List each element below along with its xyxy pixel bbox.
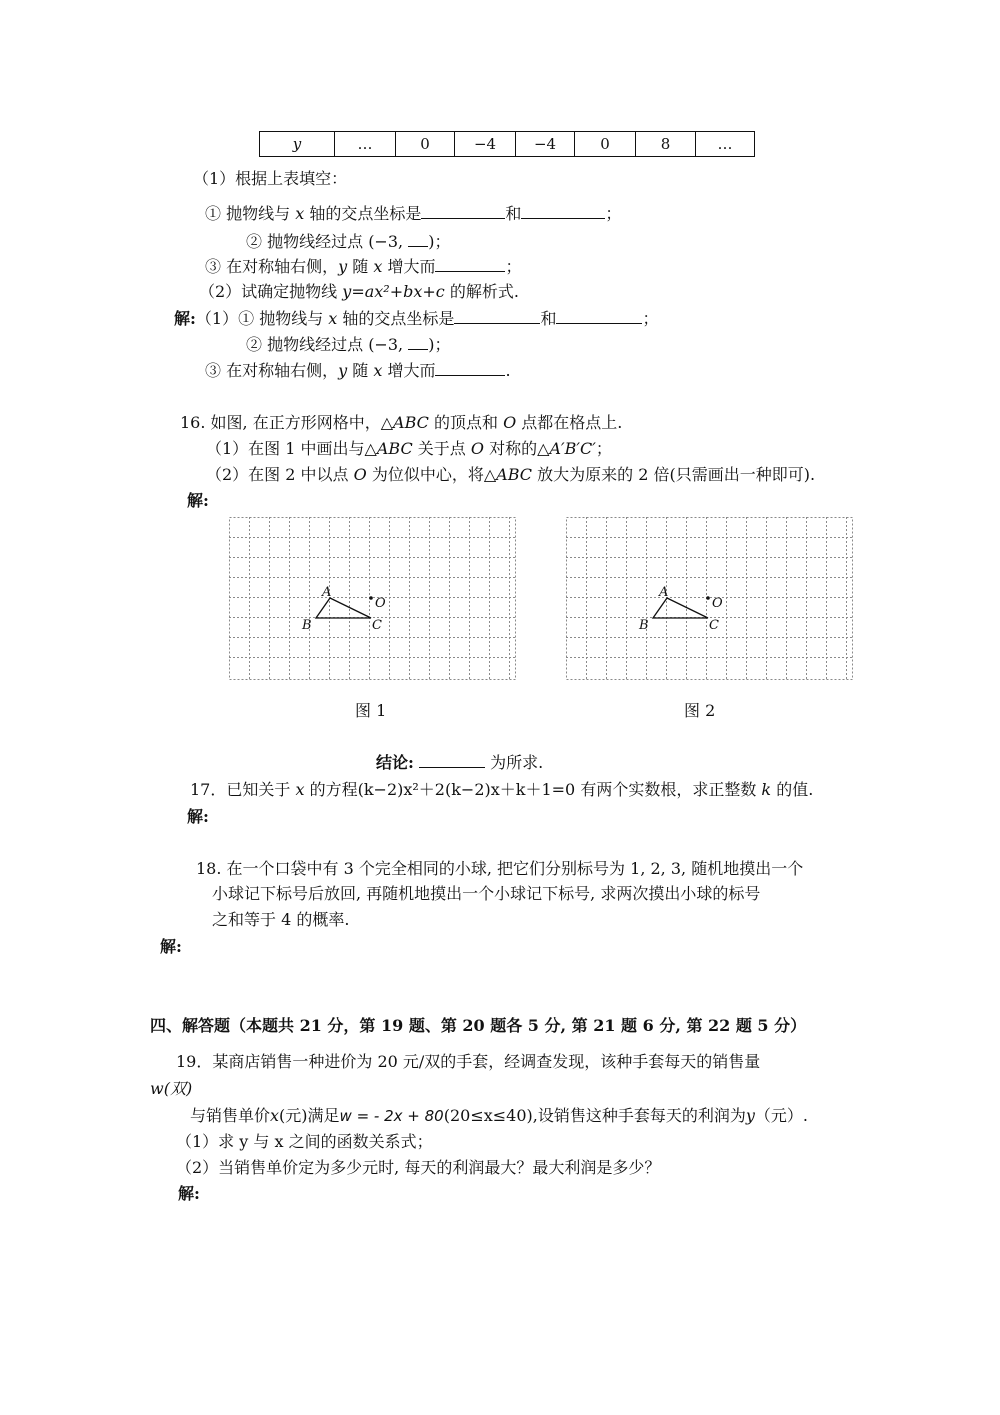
q19-line2: w(双) — [150, 1079, 193, 1098]
answer-blank[interactable] — [419, 753, 485, 768]
q19-answer-label: 解: — [178, 1184, 200, 1203]
q15-part1-title: （1）根据上表填空： — [193, 169, 348, 188]
q15-part2: （2）试确定抛物线 y=ax²+bx+c 的解析式. — [199, 282, 519, 301]
q15-item3: ③ 在对称轴右侧，y 随 x 增大而 ； — [205, 257, 522, 276]
table-cell: 8 — [636, 132, 696, 157]
q19-formula: w = - 2x + 80 — [339, 1107, 444, 1125]
label-a: A — [659, 585, 669, 600]
table-cell: −4 — [516, 132, 575, 157]
point-o — [706, 596, 710, 600]
q16-conclusion: 结论: 为所求. — [376, 753, 544, 772]
answer-blank[interactable] — [421, 204, 505, 219]
figure-2-caption: 图 2 — [684, 701, 716, 720]
q16-stem: 16. 如图, 在正方形网格中，△ABC 的顶点和 O 点都在格点上. — [180, 413, 623, 432]
triangle-abc — [316, 598, 371, 618]
figure-1-caption: 图 1 — [355, 701, 387, 720]
answer-blank[interactable] — [556, 309, 642, 324]
q15-item2: ② 抛物线经过点 (−3, )； — [246, 232, 451, 251]
grid-1 — [229, 517, 517, 681]
table-cell: 0 — [396, 132, 455, 157]
label-o: O — [712, 596, 723, 611]
label-b: B — [302, 618, 312, 633]
q18-answer-label: 解: — [160, 937, 182, 956]
label-a: A — [322, 585, 332, 600]
q19-part1: （1）求 y 与 x 之间的函数关系式； — [176, 1132, 433, 1151]
q15-item1: ① 抛物线与 x 轴的交点坐标是 和 ； — [205, 204, 622, 223]
label-o: O — [375, 596, 386, 611]
label-b: B — [639, 618, 649, 633]
q19-part2: （2）当销售单价定为多少元时, 每天的利润最大？最大利润是多少？ — [176, 1158, 661, 1177]
answer-blank[interactable] — [435, 257, 505, 272]
answer-blank[interactable] — [521, 204, 605, 219]
q15-answer-line2: ② 抛物线经过点 (−3, )； — [246, 335, 451, 354]
q18-line1: 18. 在一个口袋中有 3 个完全相同的小球, 把它们分别标号为 1, 2, 3, 随机地摸出一个 — [196, 859, 804, 878]
table-cell: −4 — [455, 132, 516, 157]
q18-line2: 小球记下标号后放回, 再随机地摸出一个小球记下标号, 求两次摸出小球的标号 — [212, 884, 761, 903]
q19-line1: 19．某商店销售一种进价为 20 元/双的手套，经调查发现，该种手套每天的销售量 — [176, 1052, 761, 1071]
q19-line3: 与销售单价x(元)满足w = - 2x + 80(20≤x≤40),设销售这种手套每天的利润为y（元）. — [190, 1106, 808, 1125]
point-o — [369, 596, 373, 600]
q18-line3: 之和等于 4 的概率. — [212, 910, 350, 929]
q17-stem: 17．已知关于 x 的方程(k−2)x²＋2(k−2)x＋k＋1=0 有两个实数根，求正整数 k 的值. — [190, 780, 814, 799]
answer-blank[interactable] — [454, 309, 540, 324]
answer-blank[interactable] — [408, 335, 428, 350]
answer-blank[interactable] — [408, 232, 428, 247]
triangle-abc — [653, 598, 708, 618]
value-table — [259, 131, 755, 157]
label-c: C — [709, 618, 719, 633]
table-row — [260, 132, 755, 157]
figure-1 — [229, 517, 517, 681]
label-c: C — [372, 618, 382, 633]
q17-answer-label: 解: — [187, 807, 209, 826]
figure-2 — [566, 517, 854, 681]
table-cell: 0 — [575, 132, 636, 157]
answer-blank[interactable] — [435, 361, 505, 376]
grid-2 — [566, 517, 854, 681]
q15-answer-line1: 解:（1）① 抛物线与 x 轴的交点坐标是 和 ； — [174, 309, 659, 328]
section4-title: 四、解答题（本题共 21 分，第 19 题、第 20 题各 5 分, 第 21 题 6 分, 第 22 题 5 分） — [150, 1016, 807, 1035]
q16-part1: （1）在图 1 中画出与△ABC 关于点 O 对称的△A′B′C′； — [206, 439, 612, 458]
q15-answer-line3: ③ 在对称轴右侧，y 随 x 增大而 . — [205, 361, 511, 380]
table-cell: … — [696, 132, 755, 157]
q16-answer-label: 解: — [187, 491, 209, 510]
q16-part2: （2）在图 2 中以点 O 为位似中心，将△ABC 放大为原来的 2 倍(只需画出一种即可). — [206, 465, 816, 484]
table-row-label: y — [260, 132, 335, 157]
table-cell: … — [335, 132, 396, 157]
